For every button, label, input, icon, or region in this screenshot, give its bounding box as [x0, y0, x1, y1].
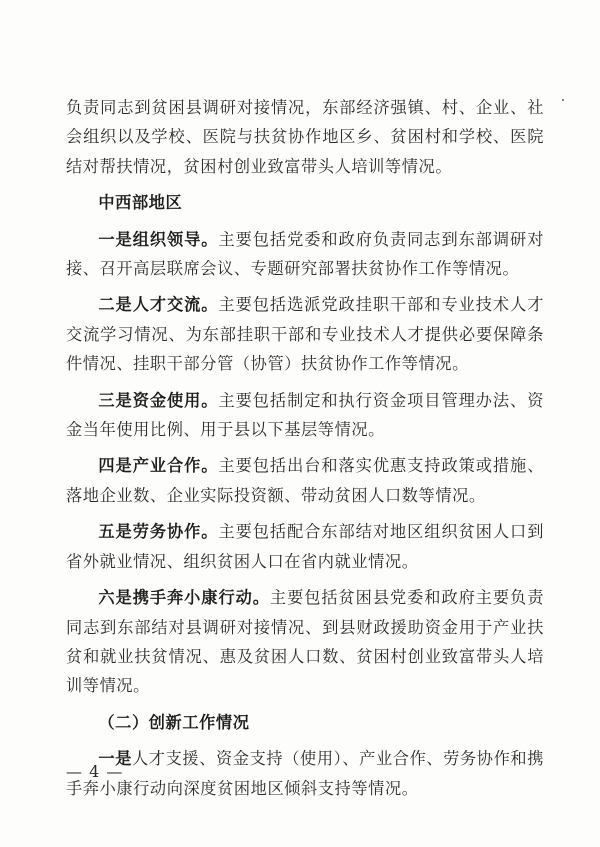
item-text: 主要包括配合东部结对地区组织贫困人口到省外就业情况、组织贫困人口在省内就业情况。 — [66, 522, 544, 571]
item-text: 主要包括党委和政府负责同志到东部调研对接、召开高层联席会议、专题研究部署扶贫协作工作等情况。 — [66, 229, 544, 279]
item-text: 主要包括制定和执行资金项目管理办法、资金当年使用比例、用于县以下基层等情况。 — [66, 390, 544, 440]
item-lead: 一是组织领导。 — [98, 229, 219, 249]
item-lead: 六是携手奔小康行动。 — [98, 588, 270, 608]
item-fund-usage — [66, 386, 544, 445]
document-body — [66, 93, 544, 803]
item-lead: 二是人才交流。 — [98, 295, 219, 315]
item-organization-leadership — [66, 225, 544, 284]
item-industry-cooperation — [66, 451, 544, 510]
paragraph-continuation: 负责同志到贫困县调研对接情况，东部经济强镇、村、企业、社会组织以及学校、医院与扶贫协作地区乡、贫困村和学校、医院结对帮扶情况，贫困村创业致富带头人培训等情况。 — [66, 98, 544, 176]
item-text: 主要包括选派党政挂职干部和专业技术人才交流学习情况、为东部挂职干部和专业技术人才提供必要保障条件情况、挂职干部分管（协管）扶贫协作工作等情况。 — [66, 295, 544, 374]
item-lead: 一是 — [98, 749, 132, 769]
item-lead: 三是资金使用。 — [98, 390, 219, 410]
section-title-central-western: 中西部地区 — [98, 193, 183, 213]
scan-speck — [562, 99, 564, 101]
item-text: 主要包括贫困县党委和政府主要负责同志到东部结对县调研对接情况、到县财政援助资金用于产业扶贫和就业扶贫情况、惠及贫困人口数、贫困村创业致富带头人培训等情况。 — [66, 588, 544, 696]
page-number: — 4 — — [66, 762, 124, 781]
item-prosperity-action — [66, 583, 544, 701]
item-text: 人才支援、资金支持（使用）、产业合作、劳务协作和携手奔小康行动向深度贫困地区倾斜支持等情况。 — [66, 749, 544, 798]
item-lead: 四是产业合作。 — [98, 456, 219, 476]
item-text: 主要包括出台和落实优惠支持政策或措施、落地企业数、企业实际投资额、带动贫困人口数等情况。 — [66, 456, 544, 505]
subsection-title-innovation: （二）创新工作情况 — [98, 712, 250, 732]
item-innovation-tilt — [66, 744, 544, 803]
item-labor-cooperation — [66, 517, 544, 576]
item-talent-exchange — [66, 290, 544, 378]
item-lead: 五是劳务协作。 — [98, 522, 219, 542]
